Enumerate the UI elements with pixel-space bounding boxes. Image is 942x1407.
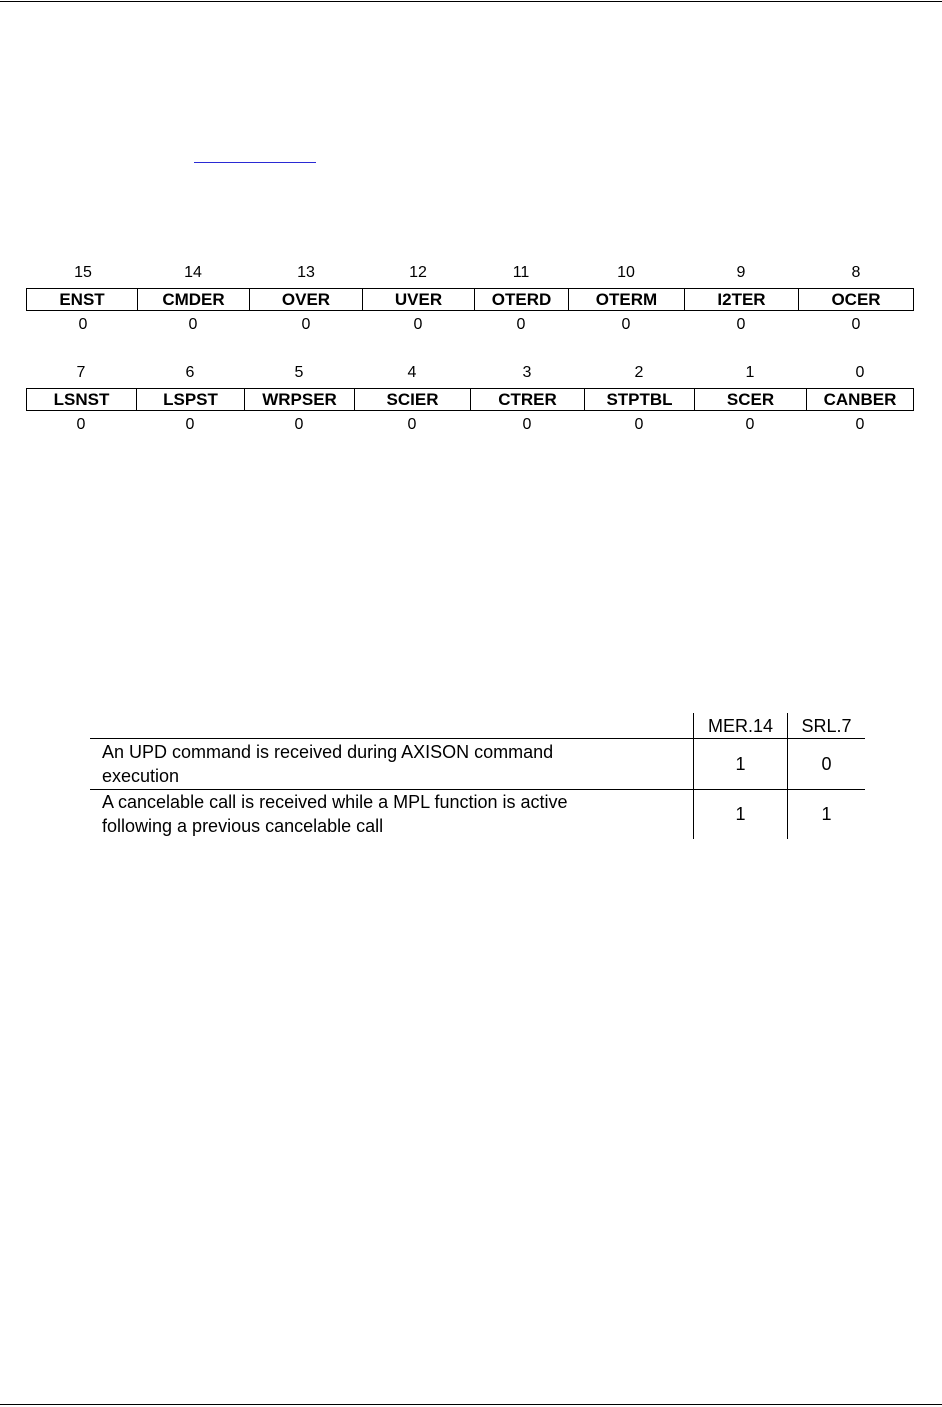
condition-table: [90, 709, 865, 839]
register-bit-cell: SCER: [694, 388, 807, 411]
bit-number: 2: [634, 364, 644, 381]
reset-value: 0: [736, 316, 746, 333]
condition-text: execution: [102, 766, 180, 786]
bit-number: 7: [76, 364, 86, 381]
bit-number: 8: [851, 264, 861, 281]
hyperlink-underline[interactable]: [194, 162, 316, 163]
column-header-mer14: MER.14: [707, 716, 774, 736]
bit-number: 15: [74, 264, 92, 281]
reset-value: 0: [185, 416, 195, 433]
register-bit-cell: OCER: [798, 288, 914, 311]
register-bit-cell: CTRER: [470, 388, 585, 411]
register-bit-cell: LSPST: [136, 388, 245, 411]
condition-text: An UPD command is received during AXISON command: [102, 742, 554, 762]
reset-value: 0: [855, 416, 865, 433]
register-bit-cell: CMDER: [137, 288, 250, 311]
bit-number: 4: [407, 364, 417, 381]
register-row-low: [0, 364, 942, 434]
reset-value: 0: [413, 316, 423, 333]
register-bit-cell: ENST: [26, 288, 138, 311]
register-bit-cell: STPTBL: [584, 388, 695, 411]
reset-value: 0: [634, 416, 644, 433]
bit-number: 13: [297, 264, 315, 281]
register-cells-low: [0, 388, 942, 411]
register-bit-cell: SCIER: [354, 388, 471, 411]
table-divider: [90, 738, 865, 739]
reset-value: 0: [851, 316, 861, 333]
reset-value: 0: [516, 316, 526, 333]
register-bit-cell: I2TER: [684, 288, 799, 311]
register-bit-cell: WRPSER: [244, 388, 355, 411]
bit-number: 0: [855, 364, 865, 381]
reset-value: 0: [522, 416, 532, 433]
reset-value: 0: [301, 316, 311, 333]
register-bit-cell: CANBER: [806, 388, 914, 411]
condition-text: following a previous cancelable call: [102, 816, 384, 836]
reset-value: 0: [745, 416, 755, 433]
bit-number: 12: [409, 264, 427, 281]
column-header-srl7: SRL.7: [801, 716, 852, 736]
reset-values-low: [0, 416, 942, 434]
bit-number: 11: [512, 264, 530, 281]
bit-number: 14: [184, 264, 202, 281]
bit-number: 5: [294, 364, 304, 381]
reset-values-high: [0, 316, 942, 334]
reset-value: 0: [621, 316, 631, 333]
reset-value: 0: [188, 316, 198, 333]
table-cell-value: 1: [735, 754, 746, 774]
table-cell-value: 0: [821, 754, 832, 774]
bit-number: 1: [745, 364, 755, 381]
bit-numbers-high: [0, 264, 942, 282]
table-cell-value: 1: [735, 804, 746, 824]
bit-number: 6: [185, 364, 195, 381]
register-row-high: [0, 264, 942, 334]
register-bit-cell: LSNST: [26, 388, 137, 411]
condition-text: A cancelable call is received while a MPL function is active: [102, 792, 568, 812]
register-bit-cell: OVER: [249, 288, 363, 311]
reset-value: 0: [407, 416, 417, 433]
bit-number: 3: [522, 364, 532, 381]
table-cell-value: 1: [821, 804, 832, 824]
bit-numbers-low: [0, 364, 942, 382]
register-cells-high: [0, 288, 942, 311]
footer-rule: [0, 1404, 942, 1405]
register-bit-cell: OTERD: [474, 288, 569, 311]
reset-value: 0: [76, 416, 86, 433]
reset-value: 0: [78, 316, 88, 333]
bit-number: 10: [617, 264, 635, 281]
register-bit-cell: OTERM: [568, 288, 685, 311]
bit-number: 9: [736, 264, 746, 281]
header-rule: [0, 1, 942, 2]
register-bit-cell: UVER: [362, 288, 475, 311]
reset-value: 0: [294, 416, 304, 433]
